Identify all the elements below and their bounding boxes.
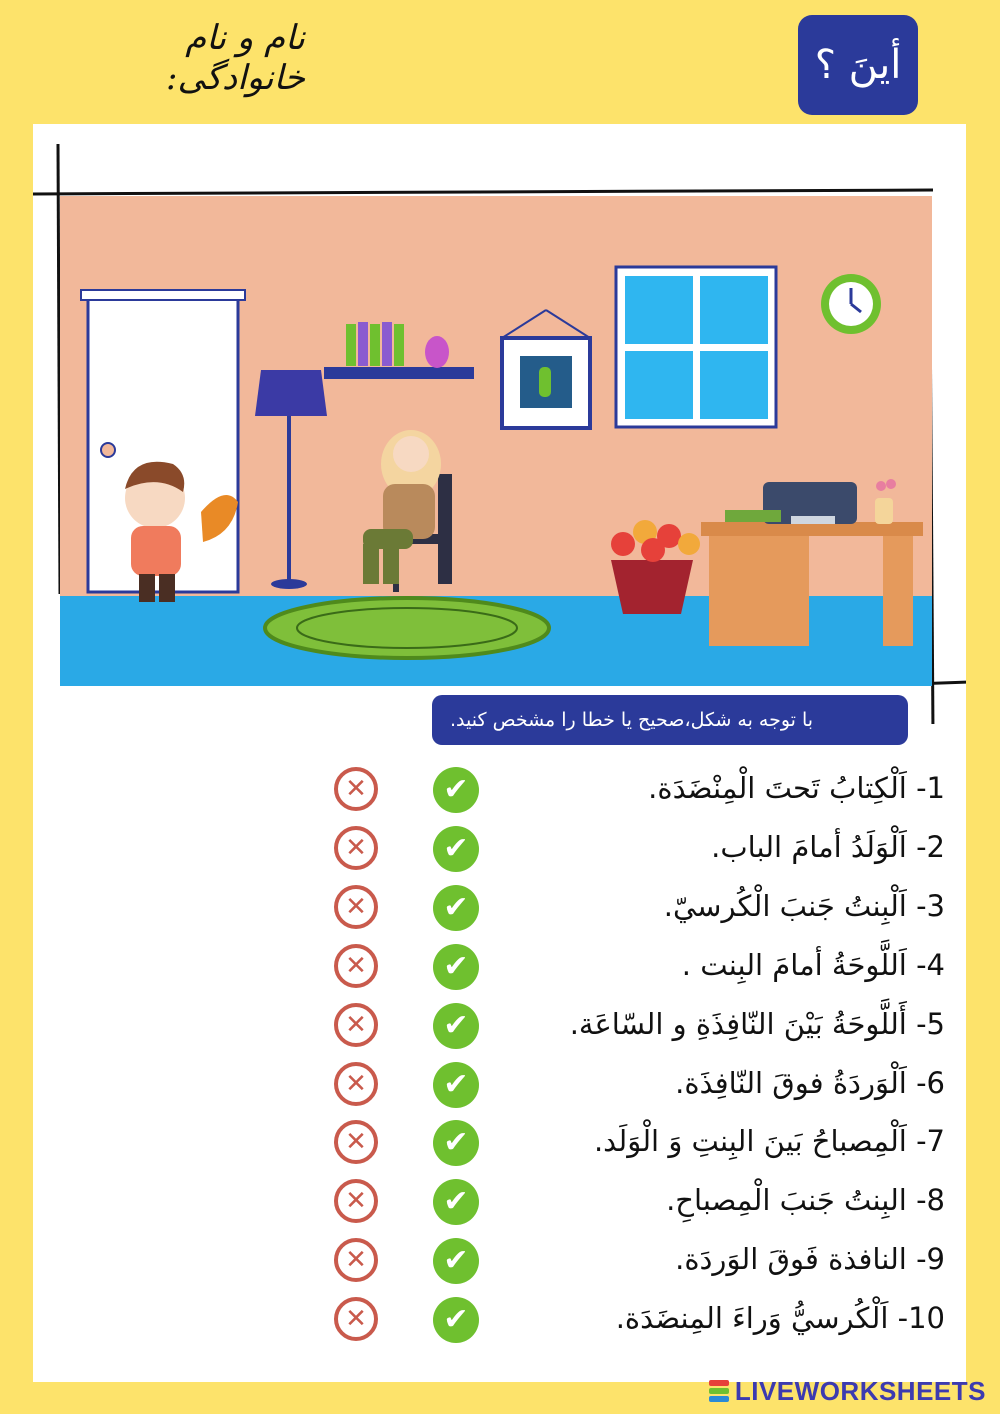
check-icon: ✔	[443, 1067, 469, 1102]
x-icon: ✕	[345, 951, 367, 981]
question-text: 4- اَللَّوحَةُ أمامَ البِنت .	[681, 948, 945, 982]
question-row	[320, 937, 945, 993]
x-icon: ✕	[345, 1245, 367, 1275]
brand-name: LIVEWORKSHEETS	[734, 1375, 986, 1406]
check-icon: ✔	[443, 831, 469, 866]
question-row	[320, 1172, 945, 1228]
wrong-button[interactable]	[334, 1003, 378, 1047]
question-row	[320, 996, 945, 1052]
x-icon: ✕	[345, 774, 367, 804]
x-icon: ✕	[345, 1186, 367, 1216]
check-icon: ✔	[443, 1243, 469, 1278]
question-text: 2- اَلْوَلَدُ أمامَ الباب.	[711, 830, 945, 864]
x-icon: ✕	[345, 1069, 367, 1099]
question-text: 5- أَللَّوحَةُ بَيْنَ النّافِذَةِ و السّاعَة.	[569, 1007, 945, 1041]
correct-button[interactable]	[433, 767, 479, 813]
correct-button[interactable]	[433, 1062, 479, 1108]
footer-brand	[709, 1376, 986, 1406]
question-row	[320, 1113, 945, 1169]
x-icon: ✕	[345, 1304, 367, 1334]
liveworksheets-logo-icon	[709, 1380, 729, 1402]
question-row	[320, 819, 945, 875]
x-icon: ✕	[345, 1010, 367, 1040]
question-text: 3- اَلْبِنتُ جَنبَ الْكُرسيّ.	[663, 889, 945, 923]
wrong-button[interactable]	[334, 944, 378, 988]
wrong-button[interactable]	[334, 826, 378, 870]
correct-button[interactable]	[433, 1120, 479, 1166]
wrong-button[interactable]	[334, 1062, 378, 1106]
question-text: 1- اَلْكِتابُ تَحتَ الْمِنْضَدَة.	[648, 771, 945, 805]
question-text: 8- البِنتُ جَنبَ الْمِصباحِ.	[666, 1183, 945, 1217]
question-row	[320, 1055, 945, 1111]
correct-button[interactable]	[433, 1003, 479, 1049]
question-text: 10- اَلْكُرسيُّ وَراءَ المِنضَدَة.	[615, 1301, 945, 1335]
check-icon: ✔	[443, 949, 469, 984]
room-illustration	[33, 124, 966, 724]
question-row	[320, 1290, 945, 1346]
instruction-text: با توجه به شکل،صحیح یا خطا را مشخص کنید.	[450, 709, 814, 731]
question-row	[320, 878, 945, 934]
question-text: 6- اَلْوَردَةُ فوقَ النّافِذَة.	[675, 1066, 945, 1100]
x-icon: ✕	[345, 1127, 367, 1157]
correct-button[interactable]	[433, 1297, 479, 1343]
question-row	[320, 760, 945, 816]
question-text: 9- النافذة فَوقَ الوَردَة.	[675, 1242, 945, 1276]
correct-button[interactable]	[433, 885, 479, 931]
correct-button[interactable]	[433, 1179, 479, 1225]
check-icon: ✔	[443, 1184, 469, 1219]
wrong-button[interactable]	[334, 1297, 378, 1341]
title-text: أينَ ؟	[814, 42, 902, 88]
check-icon: ✔	[443, 1302, 469, 1337]
question-text: 7- اَلْمِصباحُ بَينَ البِنتِ وَ الْوَلَد.	[593, 1124, 945, 1158]
correct-button[interactable]	[433, 1238, 479, 1284]
check-icon: ✔	[443, 772, 469, 807]
wrong-button[interactable]	[334, 1120, 378, 1164]
correct-button[interactable]	[433, 944, 479, 990]
name-label: نام و نام خانوادگی:	[166, 18, 305, 98]
wrong-button[interactable]	[334, 1179, 378, 1223]
correct-button[interactable]	[433, 826, 479, 872]
title-badge	[798, 15, 918, 115]
instruction-banner	[432, 695, 908, 745]
question-row	[320, 1231, 945, 1287]
check-icon: ✔	[443, 890, 469, 925]
wrong-button[interactable]	[334, 1238, 378, 1282]
check-icon: ✔	[443, 1125, 469, 1160]
wrong-button[interactable]	[334, 885, 378, 929]
check-icon: ✔	[443, 1008, 469, 1043]
wrong-button[interactable]	[334, 767, 378, 811]
x-icon: ✕	[345, 833, 367, 863]
x-icon: ✕	[345, 892, 367, 922]
